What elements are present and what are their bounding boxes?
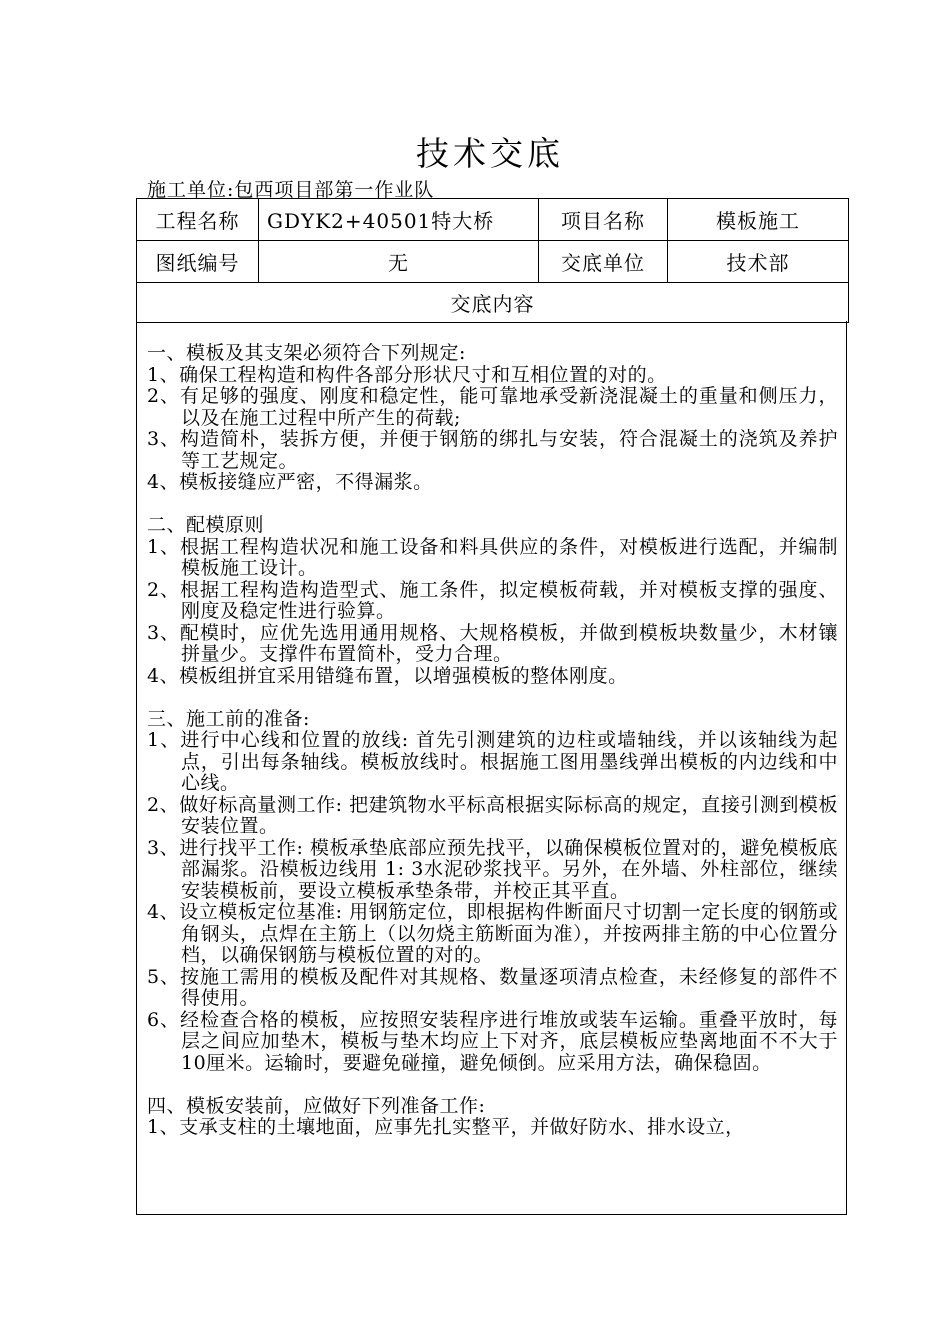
header-row-drawing — [137, 241, 849, 283]
section-item: 5、按施工需用的模板及配件对其规格、数量逐项清点检查，未经修复的部件不得使用。 — [147, 965, 838, 1009]
section-item: 2、根据工程构造构造型式、施工条件，拟定模板荷载，并对模板支撑的强度、刚度及稳定性进行验算。 — [147, 578, 838, 622]
section-item: 2、有足够的强度、刚度和稳定性，能可靠地承受新浇混凝土的重量和侧压力，以及在施工过程中所产生的荷载; — [147, 385, 838, 429]
section-heading: 四、模板安装前，应做好下列准备工作: — [147, 1094, 486, 1117]
section-item: 1、根据工程构造状况和施工设备和料具供应的条件，对模板进行选配，并编制模板施工设计。 — [147, 535, 838, 579]
section-item: 4、设立模板定位基准: 用钢筋定位，即根据构件断面尺寸切割一定长度的钢筋或角钢头，点焊在主筋上（以勿烧主筋断面为准），并按两排主筋的中心位置分档，以确保钢筋与模板位置的对的。 — [147, 901, 838, 966]
section-item: 1、确保工程构造和构件各部分形状尺寸和互相位置的对的。 — [147, 363, 667, 386]
section-1 — [147, 343, 838, 494]
section-item: 4、模板组拼宜采用错缝布置，以增强模板的整体刚度。 — [147, 664, 628, 687]
section-item: 3、进行找平工作: 模板承垫底部应预先找平，以确保模板位置对的，避免模板底部漏浆。沿模板边线用 1: 3水泥砂浆找平。另外，在外墙、外柱部位，继续安装模板前，要设立模板承垫条带，并校正其平直。 — [147, 836, 838, 902]
project-name-label: 工程名称 — [137, 199, 259, 241]
construction-unit: 施工单位:包西项目部第一作业队 — [147, 179, 435, 201]
header-table — [136, 198, 849, 323]
section-item: 3、配模时，应优先选用通用规格、大规格模板，并做到模板块数量少，木材镶拼量少。支撑件布置简朴，受力合理。 — [147, 621, 838, 665]
section-item: 6、经检查合格的模板，应按照安装程序进行堆放或装车运输。重叠平放时，每层之间应加垫木，模板与垫木均应上下对齐，底层模板应垫离地面不不大于10厘米。运输时，要避免碰撞，避免倾倒。应采用方法，确保稳固。 — [147, 1008, 838, 1074]
disclosure-unit-label: 交底单位 — [539, 241, 668, 283]
header-row-content — [137, 283, 849, 323]
document-title: 技术交底 — [416, 134, 564, 173]
header-row-project — [137, 199, 849, 241]
section-heading: 三、施工前的准备: — [147, 707, 310, 730]
content-label: 交底内容 — [137, 283, 849, 323]
section-3 — [147, 709, 838, 1075]
disclosure-unit-value: 技术部 — [668, 241, 849, 283]
item-name-value: 模板施工 — [668, 199, 849, 241]
drawing-no-value: 无 — [259, 241, 539, 283]
drawing-no-label: 图纸编号 — [137, 241, 259, 283]
section-heading: 二、配模原则 — [147, 514, 265, 536]
content-box — [136, 321, 847, 1215]
section-item: 4、模板接缝应严密，不得漏浆。 — [147, 471, 433, 493]
section-4 — [147, 1096, 838, 1139]
item-name-label: 项目名称 — [539, 199, 668, 241]
section-item: 2、做好标高量测工作: 把建筑物水平标高根据实际标高的规定，直接引测到模板安装位置。 — [147, 793, 838, 837]
section-2 — [147, 515, 838, 687]
content-body — [137, 321, 846, 1139]
section-item: 1、支承支柱的土壤地面，应事先扎实整平，并做好防水、排水设立， — [147, 1116, 745, 1138]
section-item: 1、进行中心线和位置的放线: 首先引测建筑的边柱或墙轴线，并以该轴线为起点，引出每条轴线。模板放线时。根据施工图用墨线弹出模板的内边线和中心线。 — [147, 729, 838, 794]
section-heading: 一、模板及其支架必须符合下列规定: — [147, 342, 466, 364]
section-item: 3、构造简朴，装拆方便，并便于钢筋的绑扎与安装，符合混凝土的浇筑及养护等工艺规定。 — [147, 428, 838, 472]
project-name-value: GDYK2+40501特大桥 — [259, 199, 539, 241]
